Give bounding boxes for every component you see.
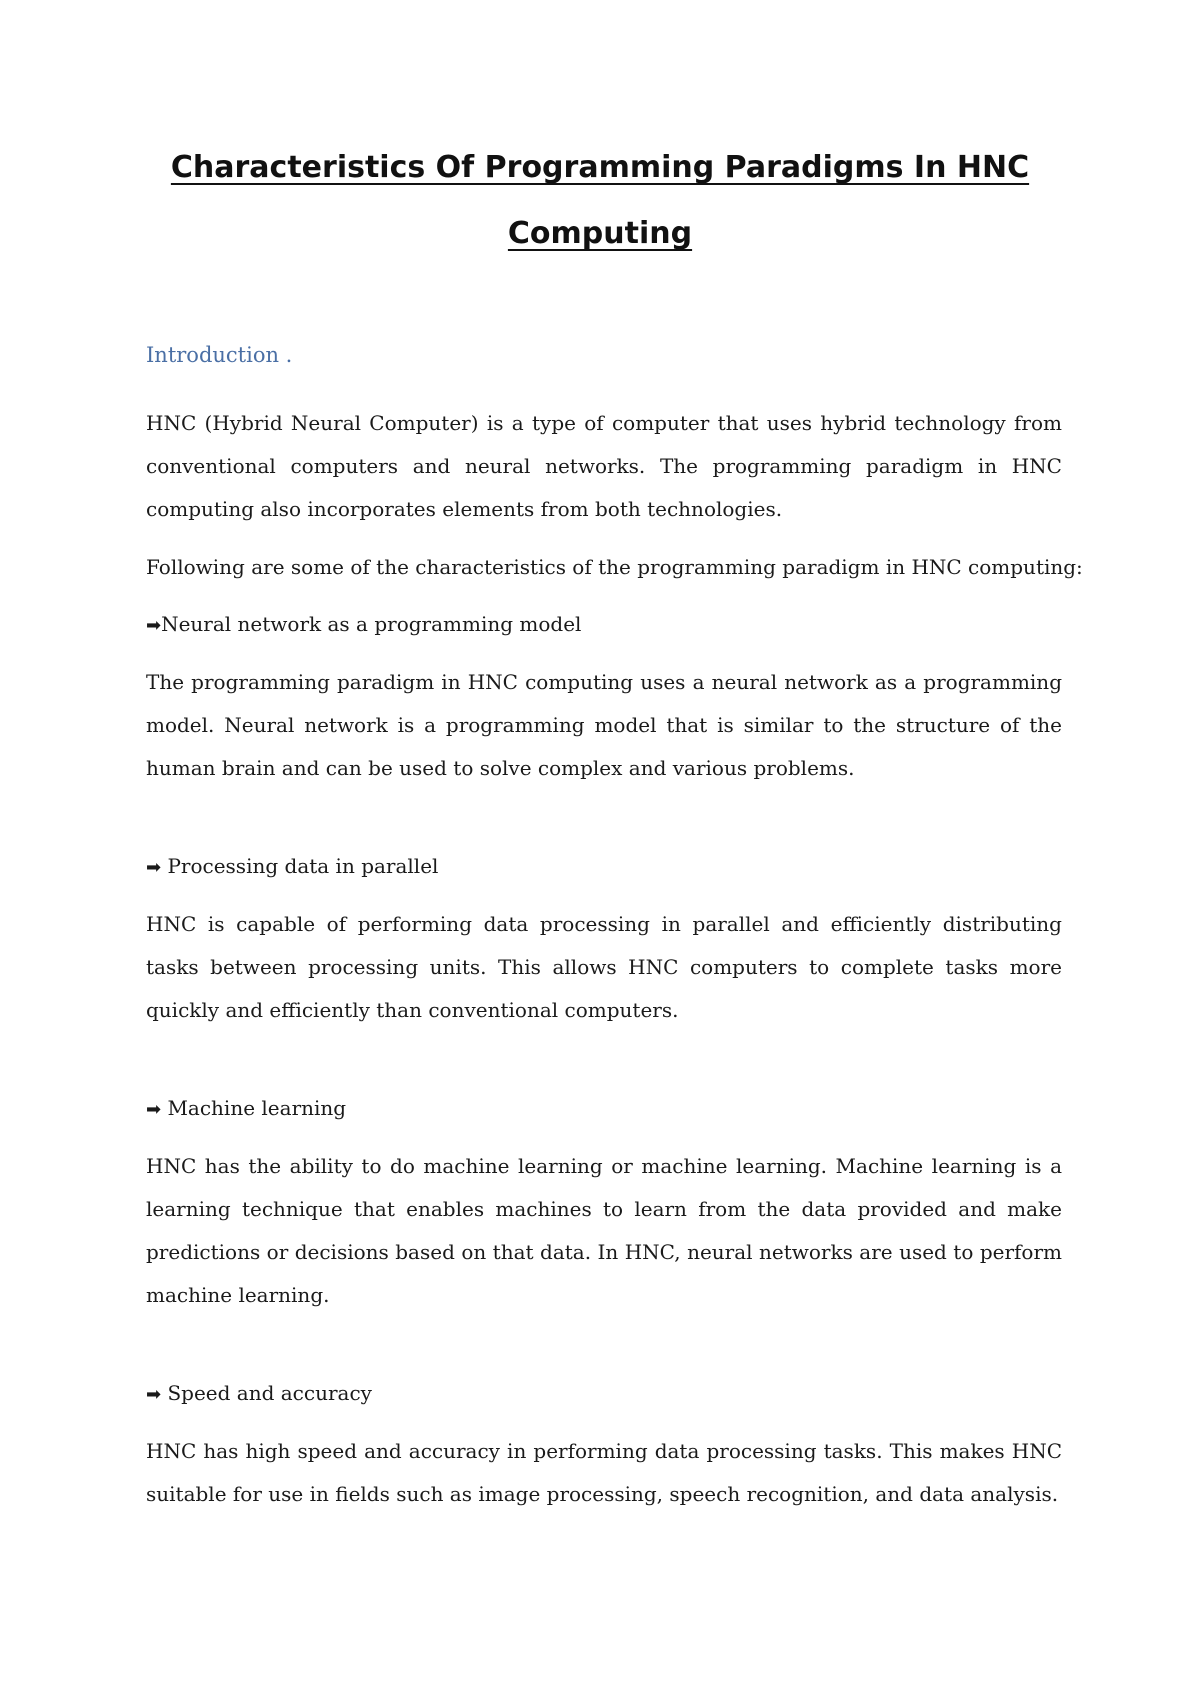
document-title: Characteristics Of Programming Paradigms In HNC bbox=[170, 150, 1030, 185]
section-heading-label: Speed and accuracy bbox=[161, 1381, 372, 1405]
section-heading-label: Neural network as a programming model bbox=[161, 612, 582, 636]
section-body: The programming paradigm in HNC computing uses a neural network as a programming model. Neural network is a programming model that is similar to the structure of the human brain and can be used to solve complex and various problems. bbox=[146, 670, 1062, 780]
right-arrow-icon: ➡ bbox=[146, 1384, 162, 1405]
lead-in-text: Following are some of the characteristics of the programming paradigm in HNC computing: bbox=[146, 555, 1083, 579]
section-heading bbox=[146, 1372, 1062, 1416]
section-heading-label: Processing data in parallel bbox=[161, 854, 439, 878]
right-arrow-icon: ➡ bbox=[146, 1099, 162, 1120]
right-arrow-icon: ➡ bbox=[146, 857, 162, 878]
section-heading bbox=[146, 1087, 1062, 1131]
section-heading-label: Machine learning bbox=[161, 1096, 347, 1120]
section-heading bbox=[146, 845, 1062, 889]
intro-paragraph: HNC (Hybrid Neural Computer) is a type of computer that uses hybrid technology from conventional computers and neural networks. The programming paradigm in HNC computing also incorporates elements from both technologies. bbox=[146, 411, 1062, 521]
section-body: HNC is capable of performing data processing in parallel and efficiently distributing tasks between processing units. This allows HNC computers to complete tasks more quickly and efficiently than conventional computers. bbox=[146, 912, 1062, 1022]
section-heading bbox=[146, 603, 1062, 647]
right-arrow-icon: ➡ bbox=[146, 615, 162, 636]
section-body: HNC has high speed and accuracy in performing data processing tasks. This makes HNC suitable for use in fields such as image processing, speech recognition, and data analysis. bbox=[146, 1439, 1062, 1506]
intro-heading: Introduction . bbox=[146, 343, 293, 367]
section-body: HNC has the ability to do machine learning or machine learning. Machine learning is a learning technique that enables machines to learn from the data provided and make predictions or decisions based on that data. In HNC, neural networks are used to perform machine learning. bbox=[146, 1154, 1062, 1307]
document-title-continued: Computing bbox=[507, 216, 693, 251]
